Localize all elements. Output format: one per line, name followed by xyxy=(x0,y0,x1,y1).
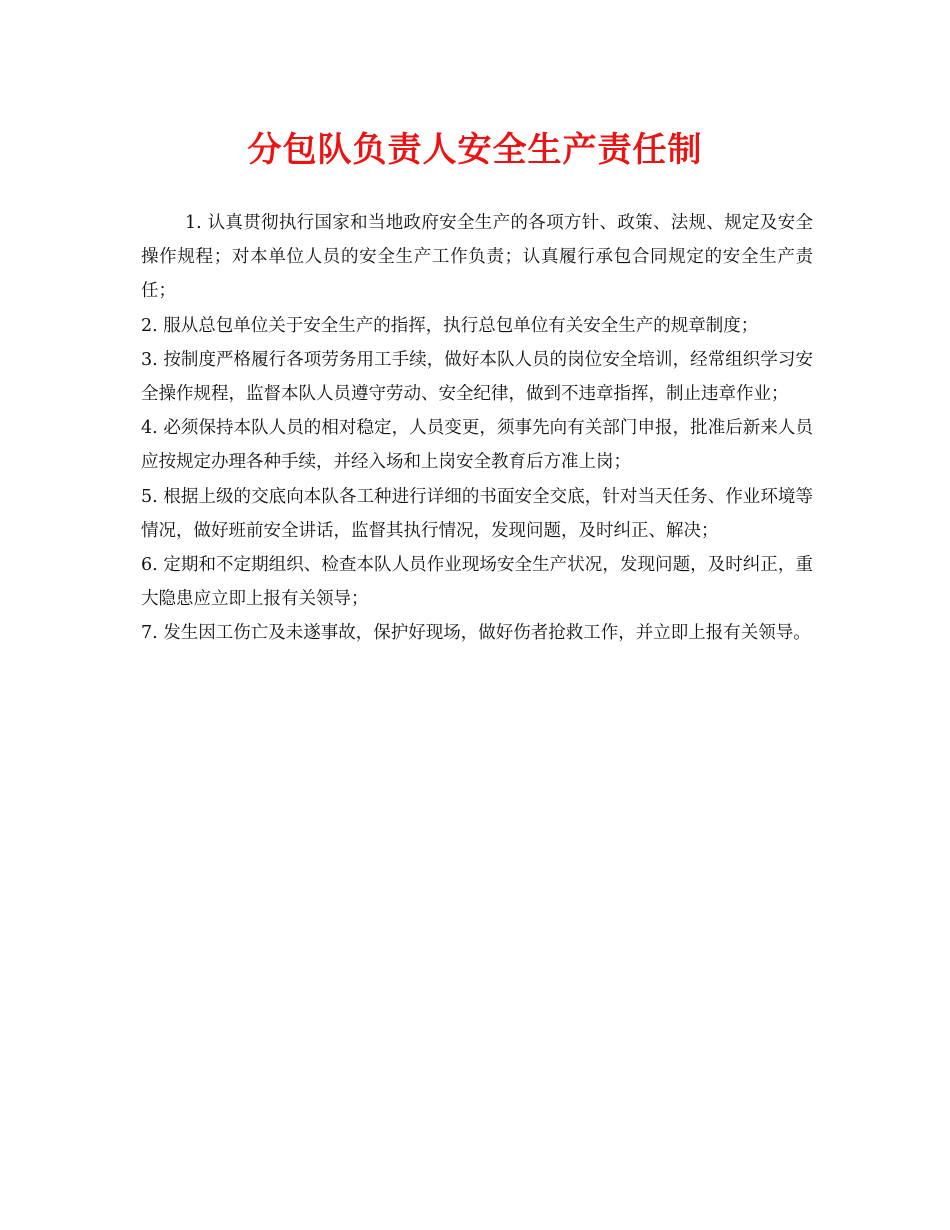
clause-5: 5. 根据上级的交底向本队各工种进行详细的书面安全交底，针对当天任务、作业环境等情况，做好班前安全讲话，监督其执行情况，发现问题，及时纠正、解决； xyxy=(141,486,813,541)
clause-7: 7. 发生因工伤亡及未遂事故，保护好现场，做好伤者抢救工作，并立即上报有关领导。 xyxy=(141,623,811,644)
clause-6: 6. 定期和不定期组织、检查本队人员作业现场安全生产状况，发现问题，及时纠正，重大隐患应立即上报有关领导； xyxy=(141,555,813,610)
clause-1: 1. 认真贯彻执行国家和当地政府安全生产的各项方针、政策、法规、规定及安全操作规程；对本单位人员的安全生产工作负责；认真履行承包合同规定的安全生产责任； xyxy=(141,213,813,302)
clause-4: 4. 必须保持本队人员的相对稳定，人员变更，须事先向有关部门申报，批准后新来人员应按规定办理各种手续，并经入场和上岗安全教育后方准上岗； xyxy=(141,418,813,473)
clause-2: 2. 服从总包单位关于安全生产的指挥，执行总包单位有关安全生产的规章制度； xyxy=(141,315,759,336)
document-body xyxy=(141,206,813,651)
clause-3: 3. 按制度严格履行各项劳务用工手续，做好本队人员的岗位安全培训，经常组织学习安全操作规程，监督本队人员遵守劳动、安全纪律，做到不违章指挥，制止违章作业； xyxy=(141,349,813,405)
document-title: 分包队负责人安全生产责任制 xyxy=(247,130,703,170)
